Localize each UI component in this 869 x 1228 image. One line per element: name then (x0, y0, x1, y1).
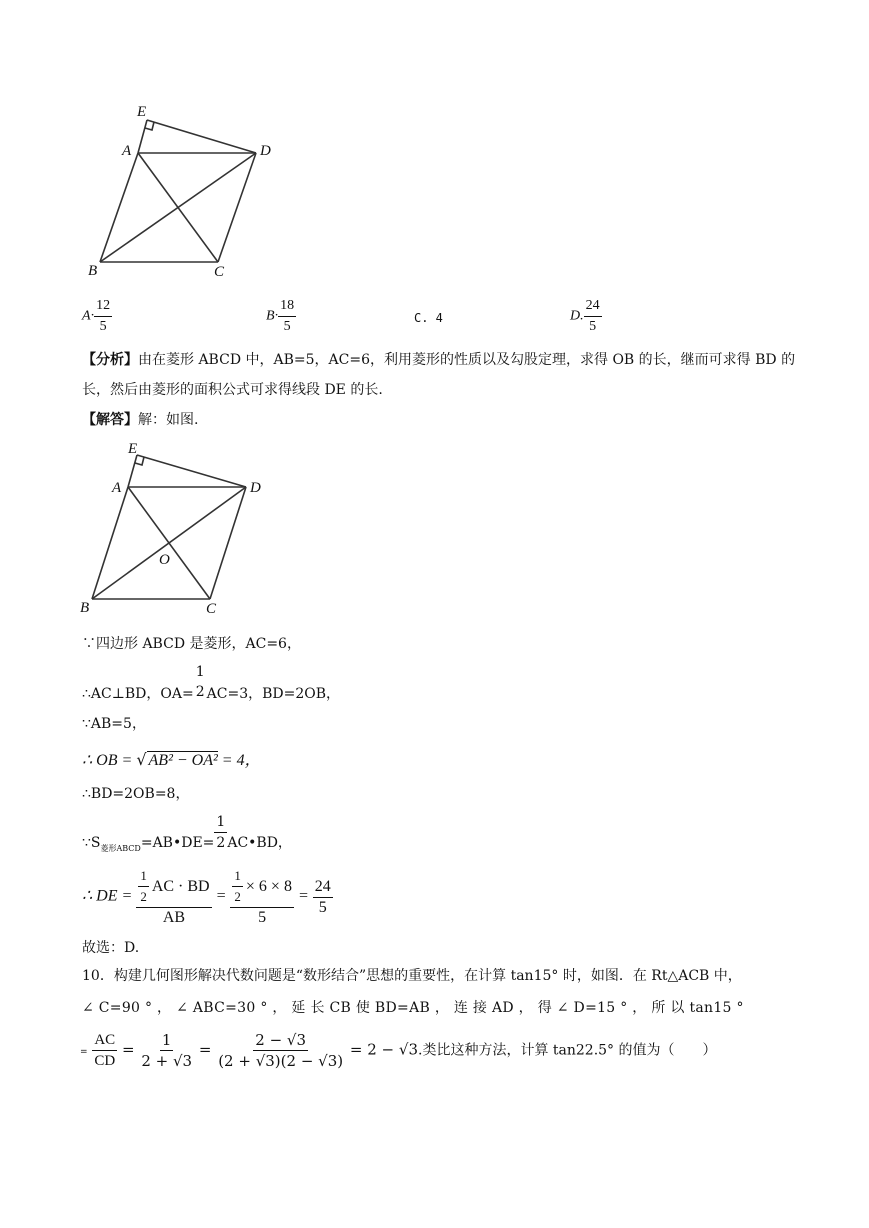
step-5: ∴BD=2OB=8， (82, 786, 190, 802)
label-b: B (88, 263, 98, 279)
diagonal-bd (100, 153, 256, 262)
label-c: C (206, 601, 217, 617)
step-6: $\because S_{菱形ABCD}=AB•DE=$ $\frac{1}{2}$ AC•BD， (82, 814, 292, 853)
question-10-line-1: 10．构建几何图形解决代数问题是“数形结合”思想的重要性，在计算 tan15° 时，如图．在 Rt△ACB 中， (82, 968, 742, 984)
segment-de (147, 120, 256, 153)
rhombus-figure-2 (70, 435, 280, 625)
option-c[interactable]: C. 4 (414, 311, 443, 325)
label-a: A (112, 480, 122, 496)
step-4: ∴ OB = √ AB² − OA² = 4， (82, 750, 261, 769)
side-ab (92, 487, 128, 599)
side-cd (218, 153, 256, 262)
answer-line: 故选：D. (82, 940, 140, 956)
option-a[interactable]: A· $\frac{12}{5}$ (82, 298, 111, 334)
label-e: E (128, 441, 138, 457)
label-d: D (260, 143, 271, 159)
analysis-line-2: 长，然后由菱形的面积公式可求得线段 DE 的长. (82, 382, 383, 398)
side-cd (210, 487, 246, 599)
label-b: B (80, 600, 90, 616)
step-2: ∴AC⊥BD，OA= 1 2 AC=3，BD=2OB， (82, 664, 341, 702)
segment-ea (138, 120, 147, 153)
label-e: E (137, 104, 147, 120)
solution-tag: 【解答】 (82, 412, 138, 428)
option-d[interactable]: D. $\frac{24}{5}$ (570, 298, 600, 334)
rhombus-figure-1 (80, 95, 280, 285)
label-c: C (214, 264, 225, 280)
segment-de (137, 455, 246, 487)
side-ab (100, 153, 138, 262)
analysis-tag: 【分析】 (82, 352, 138, 368)
question-10-equation: = $\frac{AC}{CD}$ = $\frac{1}{2 + √3}$ = $\frac{2 - √3}{(2 + √3)(2 - √3)}$ = 2 − √3.类比这种方法，计算 tan22.5° 的值为（ ） (80, 1031, 717, 1070)
step-7: ∴ DE = $\frac{1}{2}$ AC · BD AB = $\frac{1}{2}$ × 6 × 8 5 = $\frac{24}{5}$ (82, 868, 331, 926)
analysis-line-1: 【分析】由在菱形 ABCD 中，AB=5，AC=6，利用菱形的性质以及勾股定理，求得 OB 的长，继而可求得 BD 的 (82, 352, 796, 368)
label-o: O (159, 552, 170, 568)
question-10-line-2: ∠ C=90 ° ， ∠ ABC=30 ° ， 延 长 CB 使 BD=AB ， 连 接 AD ， 得 ∠ D=15 ° ， 所 以 tan15 ° (82, 1000, 744, 1016)
label-d: D (250, 480, 261, 496)
step-1: ∵四边形 ABCD 是菱形，AC=6， (82, 636, 301, 652)
label-a: A (122, 143, 132, 159)
step-3: ∵AB=5， (82, 716, 146, 732)
diagonal-bd (92, 487, 246, 599)
segment-ea (128, 455, 137, 487)
solution-line: 【解答】解：如图. (82, 412, 199, 428)
option-b[interactable]: B· $\frac{18}{5}$ (266, 298, 295, 334)
